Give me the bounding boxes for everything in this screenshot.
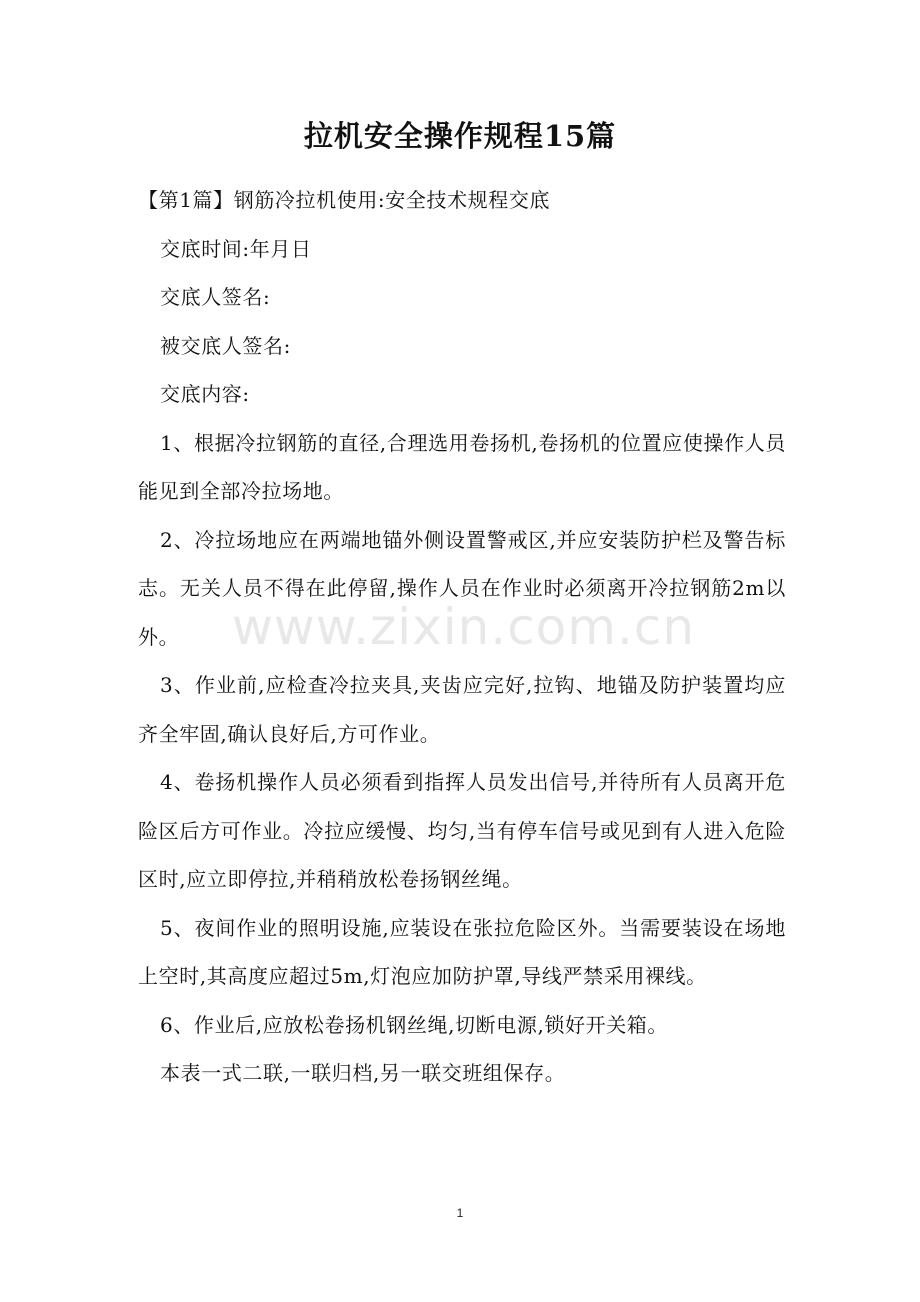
document-title: 拉机安全操作规程15篇	[303, 119, 617, 153]
handover-content-label: 交底内容:	[160, 382, 250, 406]
handover-signer: 交底人签名:	[160, 285, 271, 309]
rule-item-3: 3、作业前,应检查冷拉夹具,夹齿应完好,拉钩、地锚及防护装置均应齐全牢固,确认良好后,方可作业。	[138, 673, 786, 746]
rule-item-4: 4、卷扬机操作人员必须看到指挥人员发出信号,并待所有人员离开危险区后方可作业。冷拉应缓慢、均匀,当有停车信号或见到有人进入危险区时,应立即停拉,并稍稍放松卷扬钢丝绳。	[138, 770, 786, 891]
watermark-text: www.zixin.com.cn	[232, 598, 696, 656]
rule-item-2: 2、冷拉场地应在两端地锚外侧设置警戒区,并应安装防护栏及警告标志。无关人员不得在此停留,操作人员在作业时必须离开冷拉钢筋2m以外。	[138, 527, 786, 649]
form-note: 本表一式二联,一联归档,另一联交班组保存。	[160, 1061, 566, 1085]
page-number: 1	[456, 1206, 464, 1220]
rule-item-1: 1、根据冷拉钢筋的直径,合理选用卷扬机,卷扬机的位置应使操作人员能见到全部冷拉场地。	[138, 430, 786, 503]
rule-item-5: 5、夜间作业的照明设施,应装设在张拉危险区外。当需要装设在场地上空时,其高度应超过5m,灯泡应加防护罩,导线严禁采用裸线。	[138, 915, 786, 988]
handover-time: 交底时间:年月日	[160, 236, 312, 261]
section-heading: 【第1篇】钢筋冷拉机使用:安全技术规程交底	[138, 188, 551, 212]
receiver-signer: 被交底人签名:	[160, 333, 291, 358]
rule-item-6: 6、作业后,应放松卷扬机钢丝绳,切断电源,锁好开关箱。	[160, 1012, 668, 1037]
document-body	[138, 176, 786, 1098]
